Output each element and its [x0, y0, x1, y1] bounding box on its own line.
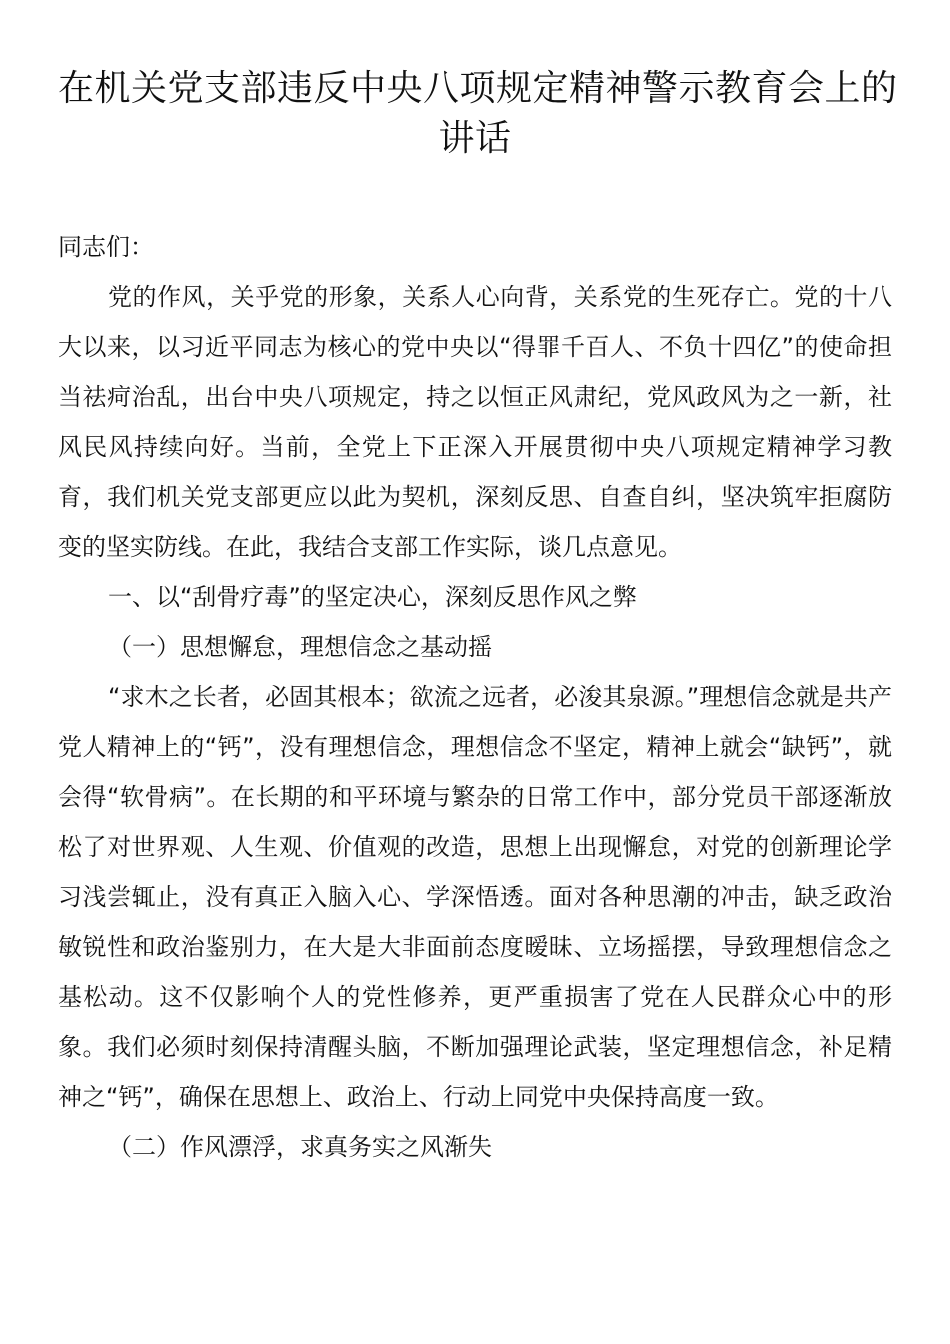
document-body: [58, 222, 892, 1172]
body-paragraph: “求木之长者，必固其根本；欲流之远者，必浚其泉源。”理想信念就是共产党人精神上的“钙”，没有理想信念，理想信念不坚定，精神上就会“缺钙”，就会得“软骨病”。在长期的和平环境与繁杂的日常工作中，部分党员干部逐渐放松了对世界观、人生观、价值观的改造，思想上出现懈怠，对党的创新理论学习浅尝辄止，没有真正入脑入心、学深悟透。面对各种思潮的冲击，缺乏政治敏锐性和政治鉴别力，在大是大非面前态度暧昧、立场摇摆，导致理想信念之基松动。这不仅影响个人的党性修养，更严重损害了党在人民群众心中的形象。我们必须时刻保持清醒头脑，不断加强理论武装，坚定理想信念，补足精神之“钙”，确保在思想上、政治上、行动上同党中央保持高度一致。: [58, 683, 892, 1111]
title-line-1: 在机关党支部违反中央八项规定精神警示教育会上的: [58, 68, 898, 109]
greeting: 同志们：: [58, 233, 154, 261]
subsection-heading-1: （一）思想懈怠，理想信念之基动摇: [108, 633, 492, 661]
document-title: [58, 64, 898, 164]
intro-paragraph: 党的作风，关乎党的形象，关系人心向背，关系党的生死存亡。党的十八大以来，以习近平同志为核心的党中央以“得罪千百人、不负十四亿”的使命担当祛疴治乱，出台中央八项规定，持之以恒正风肃纪，党风政风为之一新，社风民风持续向好。当前，全党上下正深入开展贯彻中央八项规定精神学习教育，我们机关党支部更应以此为契机，深刻反思、自查自纠，坚决筑牢拒腐防变的坚实防线。在此，我结合支部工作实际，谈几点意见。: [58, 283, 892, 561]
title-line-2: 讲话: [438, 118, 512, 159]
section-heading-1: 一、以“刮骨疗毒”的坚定决心，深刻反思作风之弊: [108, 583, 637, 611]
subsection-heading-2: （二）作风漂浮，求真务实之风渐失: [108, 1133, 492, 1161]
